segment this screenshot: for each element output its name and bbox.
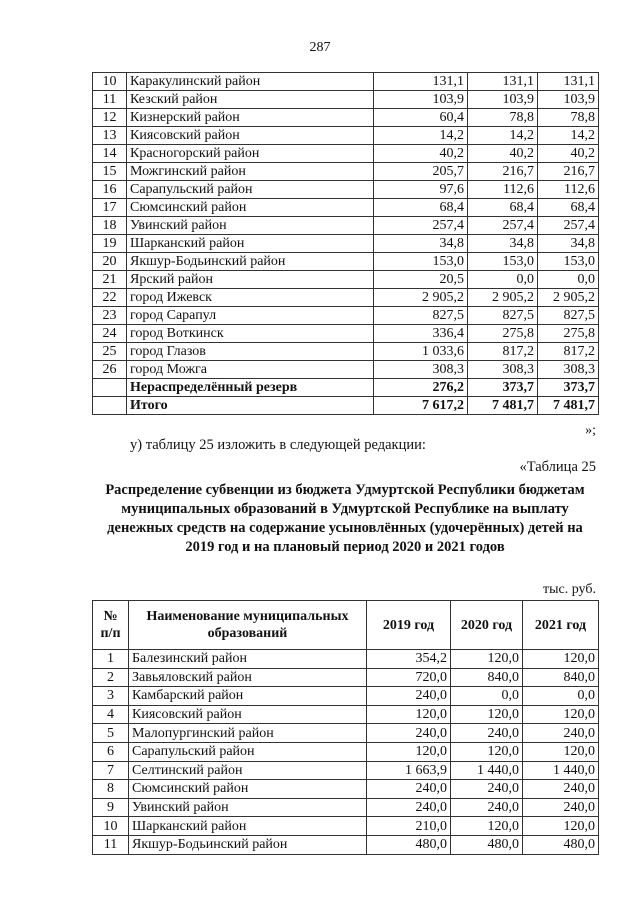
value-2019: 97,6 [374,181,468,199]
table-row [93,217,599,235]
table-row [93,163,599,181]
table-label: «Таблица 25 [519,459,596,475]
table-row [93,199,599,217]
value-2021: 120,0 [523,742,599,761]
value-2020: 131,1 [468,73,538,91]
value-2019: 120,0 [367,742,451,761]
table-row [93,73,599,91]
value-2021: 840,0 [523,668,599,687]
row-number [93,379,127,397]
table-row [93,91,599,109]
subvention-table-25 [92,600,599,855]
value-2020: 120,0 [451,817,523,836]
municipality-name: Нераспределённый резерв [127,379,374,397]
value-2019: 60,4 [374,109,468,127]
value-2021: 112,6 [538,181,599,199]
table-row [93,235,599,253]
table-row [93,253,599,271]
value-2020: 0,0 [468,271,538,289]
column-header: Наименование муниципальных образований [129,601,367,650]
table-row [93,724,599,743]
value-2021: 373,7 [538,379,599,397]
value-2020: 840,0 [451,668,523,687]
municipality-name: Киясовский район [129,705,367,724]
value-2021: 0,0 [538,271,599,289]
value-2020: 216,7 [468,163,538,181]
page-number: 287 [309,40,331,55]
value-2019: 2 905,2 [374,289,468,307]
row-number: 6 [93,742,129,761]
row-number: 14 [93,145,127,163]
table-header-row [93,601,599,650]
municipality-name: Красногорский район [127,145,374,163]
value-2019: 308,3 [374,361,468,379]
municipality-name: Сюмсинский район [129,780,367,799]
value-2021: 275,8 [538,325,599,343]
value-2020: 153,0 [468,253,538,271]
municipality-name: Шарканский район [129,817,367,836]
value-2020: 817,2 [468,343,538,361]
row-number: 12 [93,109,127,127]
municipality-name: Сарапульский район [129,742,367,761]
value-2021: 308,3 [538,361,599,379]
value-2020: 112,6 [468,181,538,199]
value-2019: 354,2 [367,650,451,669]
row-number: 26 [93,361,127,379]
value-2021: 827,5 [538,307,599,325]
value-2021: 14,2 [538,127,599,145]
table-row [93,668,599,687]
value-2019: 827,5 [374,307,468,325]
row-number: 20 [93,253,127,271]
table-row [93,307,599,325]
value-2019: 240,0 [367,780,451,799]
value-2019: 131,1 [374,73,468,91]
value-2020: 308,3 [468,361,538,379]
table-row [93,325,599,343]
value-2019: 210,0 [367,817,451,836]
row-number: 24 [93,325,127,343]
municipality-name: город Можга [127,361,374,379]
value-2019: 720,0 [367,668,451,687]
value-2019: 20,5 [374,271,468,289]
value-2020: 120,0 [451,650,523,669]
table-row [93,343,599,361]
value-2019: 40,2 [374,145,468,163]
value-2020: 240,0 [451,724,523,743]
value-2021: 240,0 [523,724,599,743]
value-2021: 240,0 [523,780,599,799]
value-2019: 7 617,2 [374,397,468,415]
value-2021: 153,0 [538,253,599,271]
row-number: 4 [93,705,129,724]
row-number: 23 [93,307,127,325]
subvention-table-continued [92,72,599,415]
municipality-name: Кезский район [127,91,374,109]
value-2021: 240,0 [523,798,599,817]
value-2021: 0,0 [523,687,599,706]
row-number: 5 [93,724,129,743]
row-number: 8 [93,780,129,799]
value-2019: 480,0 [367,835,451,854]
units-label: тыс. руб. [543,582,596,597]
table-row [93,742,599,761]
value-2020: 40,2 [468,145,538,163]
value-2019: 240,0 [367,724,451,743]
municipality-name: город Воткинск [127,325,374,343]
row-number: 21 [93,271,127,289]
table-row [93,687,599,706]
value-2021: 120,0 [523,817,599,836]
value-2020: 827,5 [468,307,538,325]
value-2020: 2 905,2 [468,289,538,307]
column-header: 2019 год [367,601,451,650]
table-row [93,650,599,669]
row-number: 25 [93,343,127,361]
table-title: Распределение субвенции из бюджета Удмуртской Республики бюджетам муниципальных образований в Удмуртской Республике на выплату денежных средств на содержание усыновлённых (удочерённых) детей на 2019 год и на плановый период 2020 и 2021 годов [105,482,585,555]
row-number: 2 [93,668,129,687]
value-2020: 14,2 [468,127,538,145]
municipality-name: Каракулинский район [127,73,374,91]
value-2021: 1 440,0 [523,761,599,780]
table-row [93,780,599,799]
row-number [93,397,127,415]
value-2020: 1 440,0 [451,761,523,780]
value-2019: 1 663,9 [367,761,451,780]
row-number: 1 [93,650,129,669]
municipality-name: Итого [127,397,374,415]
value-2020: 0,0 [451,687,523,706]
value-2020: 240,0 [451,798,523,817]
value-2019: 14,2 [374,127,468,145]
municipality-name: Малопургинский район [129,724,367,743]
column-header: № п/п [93,601,129,650]
column-header: 2020 год [451,601,523,650]
value-2021: 78,8 [538,109,599,127]
instruction-text: у) таблицу 25 изложить в следующей редакции: [130,437,426,453]
row-number: 3 [93,687,129,706]
row-number: 9 [93,798,129,817]
value-2019: 240,0 [367,687,451,706]
column-header: 2021 год [523,601,599,650]
value-2021: 120,0 [523,705,599,724]
municipality-name: Якшур-Бодьинский район [127,253,374,271]
value-2020: 480,0 [451,835,523,854]
value-2021: 120,0 [523,650,599,669]
value-2019: 153,0 [374,253,468,271]
value-2021: 40,2 [538,145,599,163]
municipality-name: Балезинский район [129,650,367,669]
municipality-name: Увинский район [127,217,374,235]
municipality-name: Сарапульский район [127,181,374,199]
municipality-name: Киясовский район [127,127,374,145]
row-number: 15 [93,163,127,181]
municipality-name: Шарканский район [127,235,374,253]
table-row [93,109,599,127]
value-2021: 34,8 [538,235,599,253]
municipality-name: город Глазов [127,343,374,361]
table-row [93,181,599,199]
closing-quote: »; [585,423,596,438]
municipality-name: Завьяловский район [129,668,367,687]
municipality-name: Сюмсинский район [127,199,374,217]
value-2020: 120,0 [451,705,523,724]
value-2019: 240,0 [367,798,451,817]
row-number: 17 [93,199,127,217]
value-2019: 103,9 [374,91,468,109]
municipality-name: Селтинский район [129,761,367,780]
value-2020: 240,0 [451,780,523,799]
table-row [93,835,599,854]
row-number: 22 [93,289,127,307]
table-row [93,397,599,415]
value-2020: 120,0 [451,742,523,761]
value-2020: 373,7 [468,379,538,397]
table-row [93,271,599,289]
municipality-name: Якшур-Бодьинский район [129,835,367,854]
value-2020: 68,4 [468,199,538,217]
municipality-name: город Сарапул [127,307,374,325]
value-2020: 275,8 [468,325,538,343]
table-row [93,127,599,145]
value-2021: 817,2 [538,343,599,361]
table-row [93,361,599,379]
municipality-name: Можгинский район [127,163,374,181]
row-number: 16 [93,181,127,199]
row-number: 10 [93,817,129,836]
value-2021: 7 481,7 [538,397,599,415]
row-number: 10 [93,73,127,91]
value-2021: 216,7 [538,163,599,181]
value-2019: 205,7 [374,163,468,181]
municipality-name: Кизнерский район [127,109,374,127]
value-2019: 276,2 [374,379,468,397]
value-2019: 120,0 [367,705,451,724]
municipality-name: Ярский район [127,271,374,289]
row-number: 11 [93,835,129,854]
municipality-name: Камбарский район [129,687,367,706]
table-row [93,761,599,780]
value-2019: 68,4 [374,199,468,217]
row-number: 19 [93,235,127,253]
value-2020: 103,9 [468,91,538,109]
value-2021: 480,0 [523,835,599,854]
value-2020: 78,8 [468,109,538,127]
value-2019: 1 033,6 [374,343,468,361]
municipality-name: Увинский район [129,798,367,817]
row-number: 7 [93,761,129,780]
value-2020: 34,8 [468,235,538,253]
value-2019: 34,8 [374,235,468,253]
value-2020: 7 481,7 [468,397,538,415]
table-row [93,145,599,163]
table-row [93,705,599,724]
value-2021: 103,9 [538,91,599,109]
municipality-name: город Ижевск [127,289,374,307]
value-2019: 336,4 [374,325,468,343]
value-2021: 2 905,2 [538,289,599,307]
row-number: 18 [93,217,127,235]
value-2019: 257,4 [374,217,468,235]
table-row [93,379,599,397]
value-2021: 68,4 [538,199,599,217]
table-row [93,798,599,817]
row-number: 11 [93,91,127,109]
row-number: 13 [93,127,127,145]
table-row [93,289,599,307]
value-2021: 131,1 [538,73,599,91]
value-2020: 257,4 [468,217,538,235]
value-2021: 257,4 [538,217,599,235]
table-row [93,817,599,836]
